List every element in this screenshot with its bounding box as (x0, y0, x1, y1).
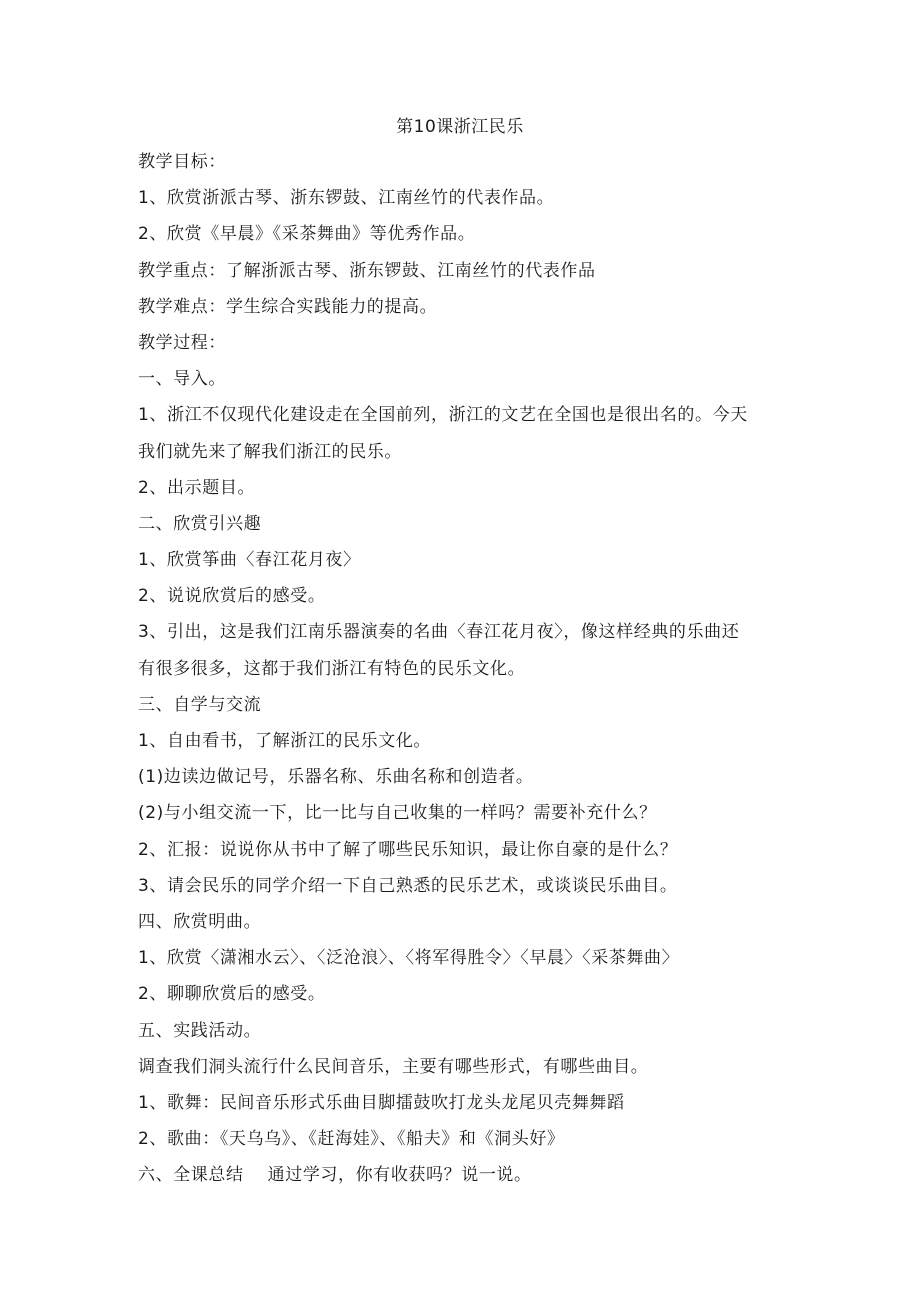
text-line: 四、欣赏明曲。 (138, 911, 262, 932)
text-line: (1)边读边做记号，乐器名称、乐曲名称和创造者。 (138, 767, 534, 788)
text-line: 2、说说欣赏后的感受。 (138, 586, 326, 607)
text-line: 教学重点：了解浙派古琴、浙东锣鼓、江南丝竹的代表作品 (138, 260, 596, 281)
text-line: 有很多很多，这都于我们浙江有特色的民乐文化。 (138, 658, 526, 679)
text-line: 1、浙江不仅现代化建设走在全国前列，浙江的文艺在全国也是很出名的。今天 (138, 405, 748, 426)
text-line: 我们就先来了解我们浙江的民乐。 (138, 441, 402, 462)
text-line: 2、歌曲：《天乌乌》、《赶海娃》、《船夫》和《洞头好》 (138, 1129, 565, 1150)
text-line: 教学目标： (138, 152, 226, 172)
text-line: (2)与小组交流一下，比一比与自己收集的一样吗？需要补充什么？ (138, 803, 657, 824)
text-line: 教学难点：学生综合实践能力的提高。 (138, 296, 438, 317)
text-line: 二、欣赏引兴趣 (138, 513, 262, 534)
text-line: 1、欣赏浙派古琴、浙东锣鼓、江南丝竹的代表作品。 (138, 188, 555, 209)
text-line: 五、实践活动。 (138, 1020, 262, 1041)
text-line: 2、聊聊欣赏后的感受。 (138, 984, 326, 1005)
text-line: 调查我们洞头流行什么民间音乐，主要有哪些形式，有哪些曲目。 (138, 1056, 649, 1077)
text-line: 六、全课总结 通过学习，你有收获吗？说一说。 (138, 1165, 532, 1186)
text-line: 三、自学与交流 (138, 694, 262, 715)
document-body (138, 144, 788, 1193)
text-line: 3、引出，这是我们江南乐器演奏的名曲〈春江花月夜〉，像这样经典的乐曲还 (138, 622, 740, 643)
text-line: 1、欣赏〈潇湘水云〉、〈泛沧浪〉、〈将军得胜令〉〈早晨〉〈采茶舞曲〉 (138, 948, 680, 969)
text-line: 一、导入。 (138, 369, 226, 390)
text-line: 1、自由看书，了解浙江的民乐文化。 (138, 731, 432, 751)
text-line: 3、请会民乐的同学介绍一下自己熟悉的民乐艺术，或谈谈民乐曲目。 (138, 875, 678, 896)
text-line: 教学过程： (138, 332, 226, 353)
text-line: 2、欣赏《早晨》《采茶舞曲》等优秀作品。 (138, 224, 476, 245)
text-line: 2、出示题目。 (138, 477, 256, 498)
text-line: 2、汇报：说说你从书中了解了哪些民乐知识，最让你自豪的是什么？ (138, 839, 678, 860)
page-title: 第10课浙江民乐 (396, 117, 524, 137)
text-line: 1、欣赏筝曲〈春江花月夜〉 (138, 550, 361, 571)
text-line: 1、歌舞：民间音乐形式乐曲目脚擂鼓吹打龙头龙尾贝壳舞舞蹈 (138, 1092, 625, 1113)
